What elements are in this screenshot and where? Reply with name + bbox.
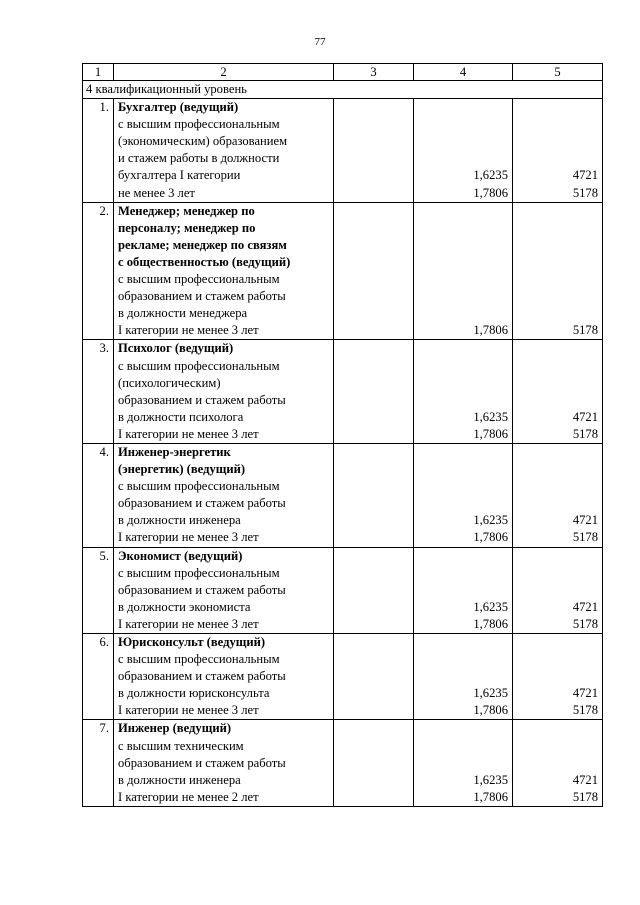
row-number: 4. <box>83 443 114 547</box>
table-row <box>83 720 603 806</box>
level-row <box>83 81 603 99</box>
salary-value: 4721 <box>572 409 598 424</box>
salary-value: 5178 <box>572 426 598 441</box>
requirement-line: в должности инженера <box>118 772 241 787</box>
position-title-line: рекламе; менеджер по связям <box>118 237 287 252</box>
salary-cell <box>513 443 603 547</box>
coefficient-value: 1,7806 <box>473 616 508 631</box>
row-number: 3. <box>83 340 114 444</box>
position-title-line: Экономист (ведущий) <box>118 548 243 563</box>
coefficient-value: 1,6235 <box>473 409 508 424</box>
table-row <box>83 547 603 633</box>
salary-cell <box>513 340 603 444</box>
requirement-line: образованием и стажем работы <box>118 582 286 597</box>
position-description <box>114 720 334 806</box>
row-number: 6. <box>83 634 114 720</box>
table-row <box>83 634 603 720</box>
header-cell-2: 2 <box>114 64 334 81</box>
position-title-line: Менеджер; менеджер по <box>118 203 255 218</box>
position-description <box>114 340 334 444</box>
requirement-line: в должности экономиста <box>118 599 251 614</box>
coefficient-cell <box>414 720 513 806</box>
qualification-table <box>82 63 603 807</box>
column-3-cell <box>334 202 414 340</box>
requirement-line: в должности психолога <box>118 409 244 424</box>
requirement-line: с высшим профессиональным <box>118 358 280 373</box>
coefficient-value: 1,7806 <box>473 789 508 804</box>
header-cell-3: 3 <box>334 64 414 81</box>
requirement-line: в должности юрисконсульта <box>118 686 270 701</box>
position-description <box>114 99 334 203</box>
table-row <box>83 99 603 203</box>
coefficient-value: 1,7806 <box>473 530 508 545</box>
table-row <box>83 443 603 547</box>
requirement-line: с высшим профессиональным <box>118 272 280 287</box>
salary-cell <box>513 634 603 720</box>
position-description <box>114 202 334 340</box>
header-cell-4: 4 <box>414 64 513 81</box>
salary-value: 4721 <box>572 772 598 787</box>
requirement-line: I категории не менее 3 лет <box>118 426 259 441</box>
requirement-line: образованием и стажем работы <box>118 669 286 684</box>
position-title-line: Бухгалтер (ведущий) <box>118 100 239 115</box>
position-title-line: Инженер-энергетик <box>118 444 231 459</box>
requirement-line: образованием и стажем работы <box>118 289 286 304</box>
requirement-line: (экономическим) образованием <box>118 134 288 149</box>
coefficient-value: 1,6235 <box>473 599 508 614</box>
requirement-line: и стажем работы в должности <box>118 151 280 166</box>
requirement-line: (психологическим) <box>118 375 221 390</box>
table-row <box>83 340 603 444</box>
requirement-line: образованием и стажем работы <box>118 755 286 770</box>
requirement-line: не менее 3 лет <box>118 185 195 200</box>
requirement-line: в должности менеджера <box>118 306 248 321</box>
requirement-line: с высшим профессиональным <box>118 117 280 132</box>
position-description <box>114 547 334 633</box>
salary-value: 5178 <box>572 789 598 804</box>
row-number: 5. <box>83 547 114 633</box>
requirement-line: образованием и стажем работы <box>118 392 286 407</box>
requirement-line: I категории не менее 3 лет <box>118 530 259 545</box>
column-3-cell <box>334 99 414 203</box>
salary-value: 5178 <box>572 616 598 631</box>
table-header-row <box>83 64 603 81</box>
position-title-line: с общественностью (ведущий) <box>118 254 291 269</box>
coefficient-value: 1,7806 <box>473 703 508 718</box>
coefficient-cell <box>414 99 513 203</box>
position-title-line: персоналу; менеджер по <box>118 220 256 235</box>
position-description <box>114 443 334 547</box>
coefficient-cell <box>414 547 513 633</box>
coefficient-cell <box>414 443 513 547</box>
column-3-cell <box>334 547 414 633</box>
requirement-line: I категории не менее 3 лет <box>118 616 259 631</box>
requirement-line: с высшим профессиональным <box>118 565 280 580</box>
coefficient-value: 1,6235 <box>473 772 508 787</box>
table-row <box>83 202 603 340</box>
level-title: 4 квалификационный уровень <box>83 81 603 99</box>
salary-cell <box>513 720 603 806</box>
salary-value: 5178 <box>572 530 598 545</box>
requirement-line: образованием и стажем работы <box>118 496 286 511</box>
requirement-line: с высшим профессиональным <box>118 652 280 667</box>
requirement-line: бухгалтера I категории <box>118 168 241 183</box>
column-3-cell <box>334 340 414 444</box>
position-title-line: (энергетик) (ведущий) <box>118 462 246 477</box>
requirement-line: I категории не менее 3 лет <box>118 703 259 718</box>
coefficient-value: 1,7806 <box>473 185 508 200</box>
salary-cell <box>513 547 603 633</box>
column-3-cell <box>334 634 414 720</box>
salary-value: 5178 <box>572 703 598 718</box>
row-number: 7. <box>83 720 114 806</box>
requirement-line: I категории не менее 3 лет <box>118 323 259 338</box>
requirement-line: с высшим техническим <box>118 738 244 753</box>
coefficient-value: 1,6235 <box>473 686 508 701</box>
row-number: 1. <box>83 99 114 203</box>
salary-value: 5178 <box>572 185 598 200</box>
salary-value: 5178 <box>572 323 598 338</box>
coefficient-cell <box>414 340 513 444</box>
position-title-line: Инженер (ведущий) <box>118 721 232 736</box>
requirement-line: с высшим профессиональным <box>118 479 280 494</box>
coefficient-value: 1,6235 <box>473 168 508 183</box>
salary-value: 4721 <box>572 168 598 183</box>
salary-cell <box>513 99 603 203</box>
page-number: 77 <box>314 36 326 48</box>
salary-value: 4721 <box>572 686 598 701</box>
requirement-line: в должности инженера <box>118 513 241 528</box>
header-cell-5: 5 <box>513 64 603 81</box>
coefficient-cell <box>414 202 513 340</box>
requirement-line: I категории не менее 2 лет <box>118 789 259 804</box>
column-3-cell <box>334 720 414 806</box>
salary-value: 4721 <box>572 599 598 614</box>
salary-cell <box>513 202 603 340</box>
position-title-line: Психолог (ведущий) <box>118 341 234 356</box>
position-title-line: Юрисконсульт (ведущий) <box>118 635 266 649</box>
column-3-cell <box>334 443 414 547</box>
position-description <box>114 634 334 720</box>
salary-value: 4721 <box>572 513 598 528</box>
row-number: 2. <box>83 202 114 340</box>
coefficient-value: 1,7806 <box>473 426 508 441</box>
coefficient-cell <box>414 634 513 720</box>
coefficient-value: 1,7806 <box>473 323 508 338</box>
coefficient-value: 1,6235 <box>473 513 508 528</box>
header-cell-1: 1 <box>83 64 114 81</box>
